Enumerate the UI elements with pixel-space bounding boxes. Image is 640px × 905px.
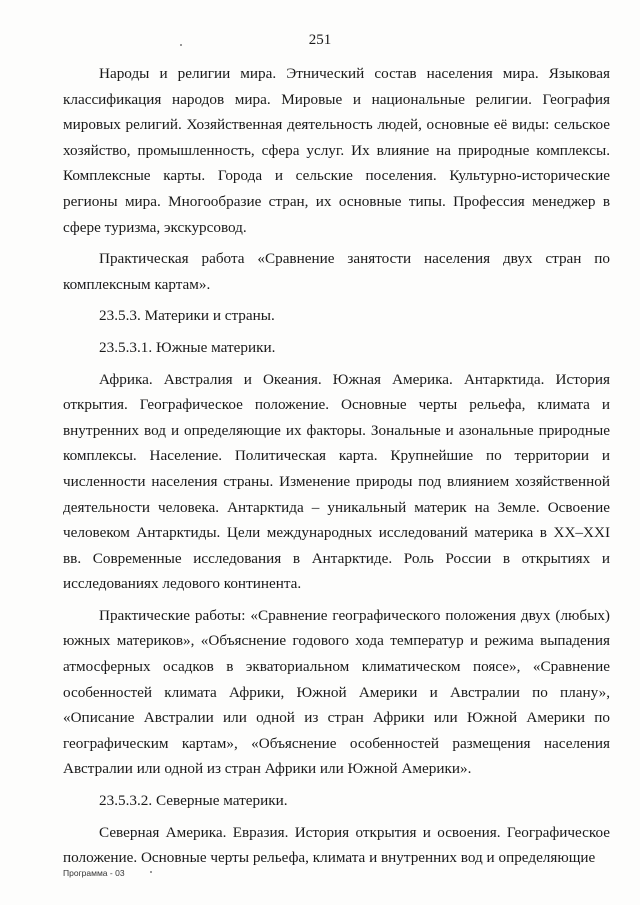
scan-speck [180, 44, 182, 46]
paragraph-peoples-religions: Народы и религии мира. Этнический состав населения мира. Языковая классификация народов мира. Мировые и национальные религии. География мировых религий. Хозяйственная деятельность людей, основные её виды: сельское хозяйство, промышленность, сфера услуг. Их влияние на природные комплексы. Комплексные карты. Города и сельские поселения. Культурно-исторические регионы мира. Многообразие стран, их основные типы. Профессия менеджер в сфере туризма, экскурсовод. [63, 65, 610, 236]
scan-speck [150, 871, 152, 873]
section-heading-southern-continents: 23.5.3.1. Южные материки. [99, 338, 276, 356]
section-heading-continents: 23.5.3. Материки и страны. [99, 307, 275, 325]
paragraph-practical-work-employment: Практическая работа «Сравнение занятости населения двух стран по комплексным картам». [63, 250, 610, 293]
paragraph-northern-continents: Северная Америка. Евразия. История открытия и освоения. Географическое положение. Основные черты рельефа, климата и внутренних вод и определяющие [63, 823, 610, 867]
page-body [63, 61, 610, 877]
section-heading-northern-continents: 23.5.3.2. Северные материки. [99, 792, 288, 810]
page-number: 251 [308, 32, 332, 48]
footer-label: Программа - 03 [63, 868, 125, 878]
paragraph-southern-continents: Африка. Австралия и Океания. Южная Америка. Антарктида. История открытия. Географическое положение. Основные черты рельефа, климата и внутренних вод и определяющие их факторы. Зональные и азональные природные комплексы. Население. Политическая карта. Крупнейшие по территории и численности населения страны. Изменение природы под влиянием хозяйственной деятельности человека. Антарктида – уникальный материк на Земле. Освоение человеком Антарктиды. Цели международных исследований материка в XX–XXI вв. Современные исследования в Антарктиде. Роль России в открытиях и исследованиях ледового континента. [63, 370, 610, 593]
paragraph-practical-works-southern: Практические работы: «Сравнение географического положения двух (любых) южных материков», «Объяснение годового хода температур и режима выпадения атмосферных осадков в экваториальном климатическом поясе», «Сравнение особенностей климата Африки, Южной Америки и Австралии по плану», «Описание Австралии или одной из стран Африки или Южной Америки по географическим картам», «Объяснение особенностей размещения населения Австралии или одной из стран Африки или Южной Америки». [63, 606, 610, 778]
